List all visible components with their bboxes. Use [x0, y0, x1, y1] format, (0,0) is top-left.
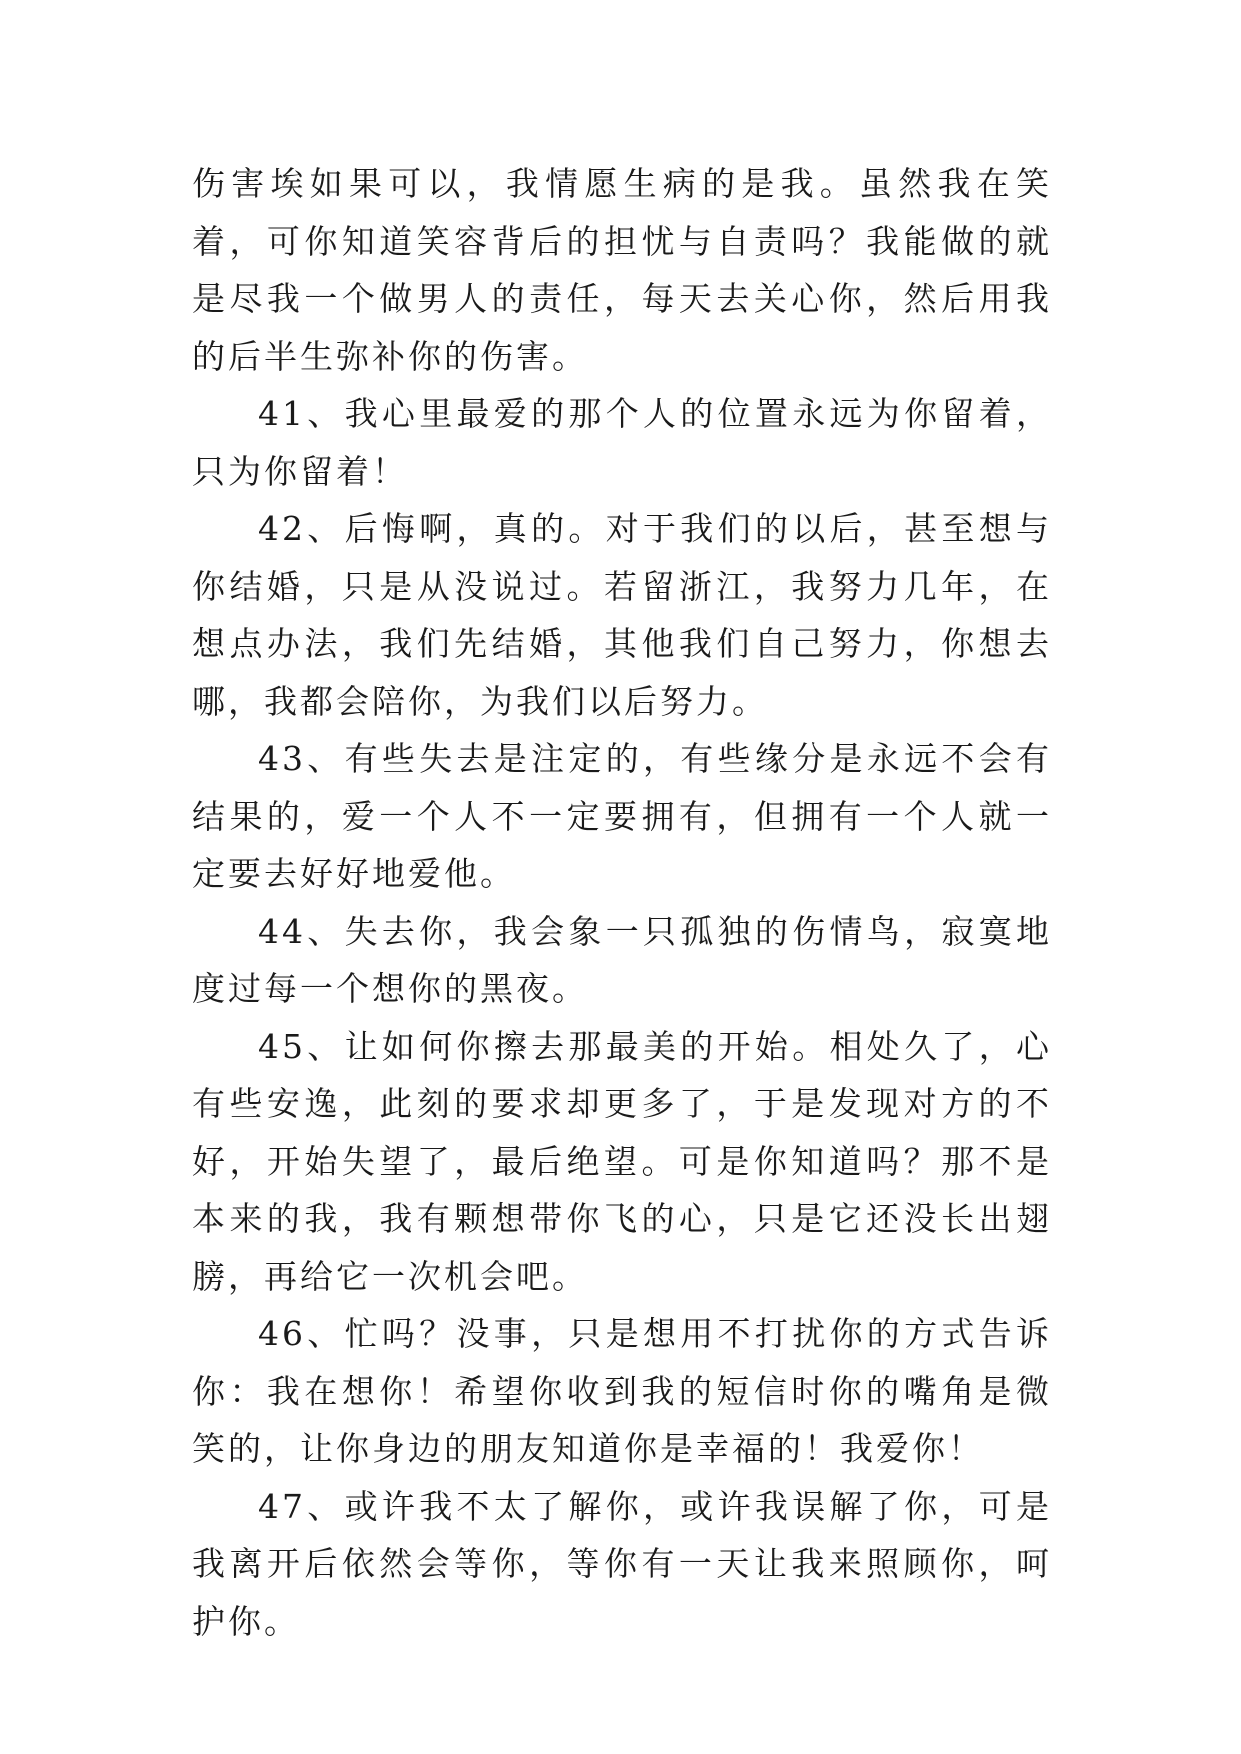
body-text: [192, 155, 1052, 1650]
paragraph-47: 47、或许我不太了解你，或许我误解了你，可是我离开后依然会等你，等你有一天让我来照顾你，呵护你。: [192, 1486, 1052, 1641]
paragraph-45: 45、让如何你擦去那最美的开始。相处久了，心有些安逸，此刻的要求却更多了，于是发现对方的不好，开始失望了，最后绝望。可是你知道吗？那不是本来的我，我有颗想带你飞的心，只是它还没长出翅膀，再给它一次机会吧。: [192, 1026, 1052, 1296]
paragraph-continuation: 伤害埃如果可以，我情愿生病的是我。虽然我在笑着，可你知道笑容背后的担忧与自责吗？我能做的就是尽我一个做男人的责任，每天去关心你，然后用我的后半生弥补你的伤害。: [192, 164, 1052, 376]
paragraph-46: 46、忙吗？没事，只是想用不打扰你的方式告诉你：我在想你！希望你收到我的短信时你的嘴角是微笑的，让你身边的朋友知道你是幸福的！我爱你！: [192, 1314, 1052, 1468]
paragraph-42: 42、后悔啊，真的。对于我们的以后，甚至想与你结婚，只是从没说过。若留浙江，我努力几年，在想点办法，我们先结婚，其他我们自己努力，你想去哪，我都会陪你，为我们以后努力。: [192, 509, 1052, 721]
paragraph-43: 43、有些失去是注定的，有些缘分是永远不会有结果的，爱一个人不一定要拥有，但拥有一个人就一定要去好好地爱他。: [192, 739, 1052, 893]
paragraph-41: 41、我心里最爱的那个人的位置永远为你留着，只为你留着！: [192, 394, 1052, 491]
paragraph-44: 44、失去你，我会象一只孤独的伤情鸟，寂寞地度过每一个想你的黑夜。: [192, 911, 1052, 1008]
